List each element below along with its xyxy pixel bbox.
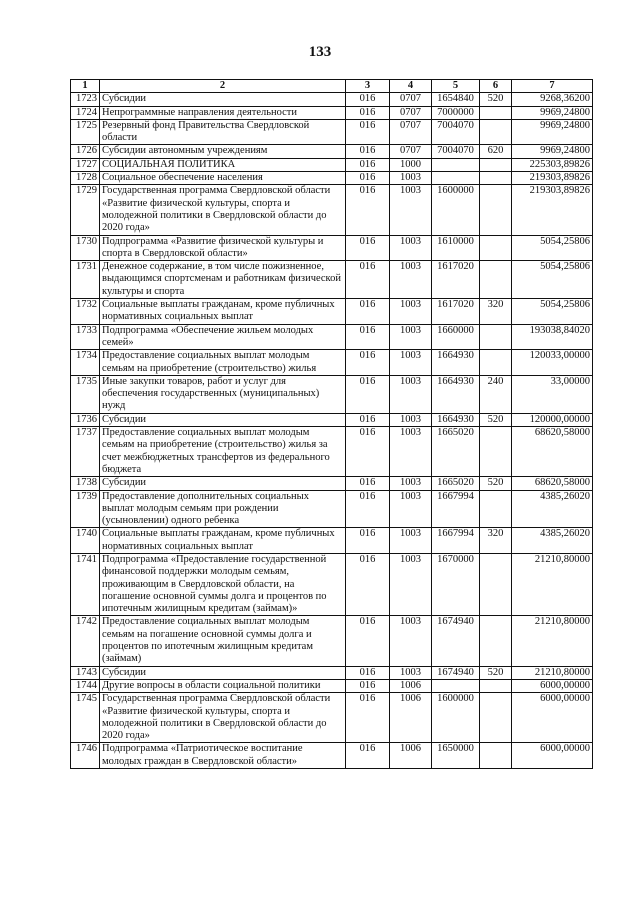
code-ministry: 016 — [346, 553, 390, 615]
code-expense-type — [480, 679, 512, 692]
code-section: 1006 — [390, 693, 432, 743]
table-row — [71, 477, 593, 490]
row-amount: 21210,80000 — [512, 666, 593, 679]
table-row — [71, 743, 593, 769]
code-target: 1610000 — [432, 235, 480, 261]
code-target: 1600000 — [432, 693, 480, 743]
row-amount: 9969,24800 — [512, 145, 593, 158]
code-target: 1674940 — [432, 616, 480, 666]
code-section: 1003 — [390, 324, 432, 350]
row-number: 1738 — [71, 477, 100, 490]
code-ministry: 016 — [346, 427, 390, 477]
row-amount: 5054,25806 — [512, 235, 593, 261]
row-amount: 68620,58000 — [512, 477, 593, 490]
column-header: 7 — [512, 80, 593, 93]
table-row — [71, 427, 593, 477]
code-target: 1664930 — [432, 413, 480, 426]
table-row — [71, 413, 593, 426]
row-amount: 4385,26020 — [512, 528, 593, 554]
row-number: 1741 — [71, 553, 100, 615]
column-header: 4 — [390, 80, 432, 93]
column-header: 2 — [100, 80, 346, 93]
row-amount: 21210,80000 — [512, 553, 593, 615]
code-expense-type: 620 — [480, 145, 512, 158]
row-number: 1727 — [71, 158, 100, 171]
row-amount: 193038,84020 — [512, 324, 593, 350]
row-name: Социальные выплаты гражданам, кроме публичных нормативных социальных выплат — [100, 528, 346, 554]
row-number: 1725 — [71, 119, 100, 145]
code-section: 1006 — [390, 679, 432, 692]
code-section: 1003 — [390, 375, 432, 413]
code-target: 1660000 — [432, 324, 480, 350]
code-expense-type — [480, 324, 512, 350]
row-name: Субсидии автономным учреждениям — [100, 145, 346, 158]
code-ministry: 016 — [346, 119, 390, 145]
row-number: 1732 — [71, 299, 100, 325]
code-ministry: 016 — [346, 185, 390, 235]
code-section: 1006 — [390, 743, 432, 769]
row-number: 1743 — [71, 666, 100, 679]
row-amount: 5054,25806 — [512, 299, 593, 325]
code-expense-type — [480, 427, 512, 477]
code-section: 1003 — [390, 235, 432, 261]
code-target: 7004070 — [432, 119, 480, 145]
table-row — [71, 490, 593, 528]
code-ministry: 016 — [346, 299, 390, 325]
row-name: Государственная программа Свердловской области «Развитие физической культуры, спорта и молодежной политики в Свердловской области до 2020 года» — [100, 185, 346, 235]
code-ministry: 016 — [346, 235, 390, 261]
code-target: 1667994 — [432, 528, 480, 554]
code-ministry: 016 — [346, 528, 390, 554]
code-expense-type: 240 — [480, 375, 512, 413]
column-header: 6 — [480, 80, 512, 93]
row-name: Подпрограмма «Предоставление государственной финансовой поддержки молодым семьям, проживающим в Свердловской области, на погашение основной суммы долга и процентов по ипотечным жилищным кредитам (займам)» — [100, 553, 346, 615]
row-amount: 6000,00000 — [512, 693, 593, 743]
row-number: 1745 — [71, 693, 100, 743]
row-number: 1731 — [71, 261, 100, 299]
code-ministry: 016 — [346, 477, 390, 490]
row-amount: 6000,00000 — [512, 679, 593, 692]
table-row — [71, 616, 593, 666]
code-target: 1617020 — [432, 261, 480, 299]
code-target: 1617020 — [432, 299, 480, 325]
row-amount: 4385,26020 — [512, 490, 593, 528]
code-target: 7000000 — [432, 106, 480, 119]
code-ministry: 016 — [346, 413, 390, 426]
code-ministry: 016 — [346, 172, 390, 185]
row-number: 1742 — [71, 616, 100, 666]
row-name: Подпрограмма «Обеспечение жильем молодых семей» — [100, 324, 346, 350]
code-target: 1664930 — [432, 375, 480, 413]
code-ministry: 016 — [346, 158, 390, 171]
code-section: 1003 — [390, 299, 432, 325]
table-row — [71, 693, 593, 743]
code-section: 1003 — [390, 350, 432, 376]
code-target: 1665020 — [432, 477, 480, 490]
row-name: Субсидии — [100, 666, 346, 679]
code-target: 1650000 — [432, 743, 480, 769]
code-section: 1003 — [390, 427, 432, 477]
row-name: Предоставление социальных выплат молодым семьям на погашение основной суммы долга и процентов по ипотечным жилищным кредитам (займам) — [100, 616, 346, 666]
row-name: Субсидии — [100, 477, 346, 490]
row-name: СОЦИАЛЬНАЯ ПОЛИТИКА — [100, 158, 346, 171]
code-target — [432, 172, 480, 185]
code-expense-type — [480, 172, 512, 185]
table-row — [71, 528, 593, 554]
code-ministry: 016 — [346, 145, 390, 158]
table-row — [71, 350, 593, 376]
code-target: 1667994 — [432, 490, 480, 528]
code-expense-type: 520 — [480, 93, 512, 106]
code-expense-type — [480, 350, 512, 376]
code-section: 0707 — [390, 119, 432, 145]
table-row — [71, 93, 593, 106]
code-expense-type — [480, 693, 512, 743]
row-name: Резервный фонд Правительства Свердловской области — [100, 119, 346, 145]
row-number: 1740 — [71, 528, 100, 554]
table-row — [71, 261, 593, 299]
code-section: 1003 — [390, 172, 432, 185]
code-target — [432, 679, 480, 692]
row-number: 1744 — [71, 679, 100, 692]
row-name: Социальное обеспечение населения — [100, 172, 346, 185]
code-ministry: 016 — [346, 693, 390, 743]
code-ministry: 016 — [346, 106, 390, 119]
table-row — [71, 145, 593, 158]
code-ministry: 016 — [346, 490, 390, 528]
table-row — [71, 299, 593, 325]
row-number: 1746 — [71, 743, 100, 769]
table-row — [71, 235, 593, 261]
row-amount: 219303,89826 — [512, 185, 593, 235]
code-section: 0707 — [390, 145, 432, 158]
code-expense-type — [480, 106, 512, 119]
row-amount: 219303,89826 — [512, 172, 593, 185]
code-expense-type — [480, 158, 512, 171]
code-expense-type: 520 — [480, 477, 512, 490]
column-header: 5 — [432, 80, 480, 93]
row-amount: 9969,24800 — [512, 106, 593, 119]
code-expense-type — [480, 185, 512, 235]
budget-table — [70, 79, 593, 769]
code-expense-type: 320 — [480, 299, 512, 325]
row-amount: 5054,25806 — [512, 261, 593, 299]
code-expense-type — [480, 490, 512, 528]
code-section: 1003 — [390, 666, 432, 679]
code-section: 1003 — [390, 261, 432, 299]
code-expense-type: 520 — [480, 413, 512, 426]
table-row — [71, 185, 593, 235]
row-amount: 6000,00000 — [512, 743, 593, 769]
code-section: 1000 — [390, 158, 432, 171]
code-expense-type — [480, 616, 512, 666]
row-number: 1737 — [71, 427, 100, 477]
row-name: Денежное содержание, в том числе пожизненное, выдающимся спортсменам и работникам физической культуры и спорта — [100, 261, 346, 299]
row-number: 1733 — [71, 324, 100, 350]
table-row — [71, 679, 593, 692]
code-ministry: 016 — [346, 375, 390, 413]
table-row — [71, 172, 593, 185]
row-number: 1736 — [71, 413, 100, 426]
table-row — [71, 106, 593, 119]
row-amount: 68620,58000 — [512, 427, 593, 477]
code-section: 1003 — [390, 528, 432, 554]
row-name: Непрограммные направления деятельности — [100, 106, 346, 119]
code-expense-type — [480, 261, 512, 299]
code-section: 1003 — [390, 413, 432, 426]
row-name: Субсидии — [100, 413, 346, 426]
row-number: 1735 — [71, 375, 100, 413]
row-name: Другие вопросы в области социальной политики — [100, 679, 346, 692]
row-amount: 9268,36200 — [512, 93, 593, 106]
code-ministry: 016 — [346, 350, 390, 376]
row-number: 1739 — [71, 490, 100, 528]
row-amount: 33,00000 — [512, 375, 593, 413]
code-target: 1674940 — [432, 666, 480, 679]
table-row — [71, 324, 593, 350]
code-target: 1670000 — [432, 553, 480, 615]
code-section: 0707 — [390, 106, 432, 119]
table-header-row — [71, 80, 593, 93]
code-target: 1664930 — [432, 350, 480, 376]
code-expense-type — [480, 235, 512, 261]
code-expense-type — [480, 119, 512, 145]
row-name: Иные закупки товаров, работ и услуг для обеспечения государственных (муниципальных) нужд — [100, 375, 346, 413]
code-target: 1654840 — [432, 93, 480, 106]
table-row — [71, 666, 593, 679]
row-name: Социальные выплаты гражданам, кроме публичных нормативных социальных выплат — [100, 299, 346, 325]
code-expense-type — [480, 743, 512, 769]
code-ministry: 016 — [346, 93, 390, 106]
code-section: 1003 — [390, 185, 432, 235]
column-header: 1 — [71, 80, 100, 93]
row-number: 1723 — [71, 93, 100, 106]
row-name: Предоставление дополнительных социальных выплат молодым семьям при рождении (усыновлении) одного ребенка — [100, 490, 346, 528]
row-number: 1728 — [71, 172, 100, 185]
code-section: 0707 — [390, 93, 432, 106]
code-expense-type: 520 — [480, 666, 512, 679]
row-number: 1734 — [71, 350, 100, 376]
code-section: 1003 — [390, 477, 432, 490]
row-amount: 120033,00000 — [512, 350, 593, 376]
row-number: 1724 — [71, 106, 100, 119]
code-ministry: 016 — [346, 743, 390, 769]
table-row — [71, 119, 593, 145]
row-name: Подпрограмма «Развитие физической культуры и спорта в Свердловской области» — [100, 235, 346, 261]
column-header: 3 — [346, 80, 390, 93]
code-section: 1003 — [390, 490, 432, 528]
table-row — [71, 158, 593, 171]
code-ministry: 016 — [346, 261, 390, 299]
code-ministry: 016 — [346, 679, 390, 692]
code-target: 1600000 — [432, 185, 480, 235]
code-target: 1665020 — [432, 427, 480, 477]
row-amount: 9969,24800 — [512, 119, 593, 145]
code-ministry: 016 — [346, 666, 390, 679]
code-target — [432, 158, 480, 171]
row-name: Государственная программа Свердловской области «Развитие физической культуры, спорта и молодежной политики в Свердловской области до 2020 года» — [100, 693, 346, 743]
row-name: Предоставление социальных выплат молодым семьям на приобретение (строительство) жилья — [100, 350, 346, 376]
code-target: 7004070 — [432, 145, 480, 158]
row-number: 1729 — [71, 185, 100, 235]
row-amount: 120000,00000 — [512, 413, 593, 426]
table-row — [71, 553, 593, 615]
row-number: 1726 — [71, 145, 100, 158]
row-name: Предоставление социальных выплат молодым семьям на приобретение (строительство) жилья за счет межбюджетных трансфертов из федерального бюджета — [100, 427, 346, 477]
table-row — [71, 375, 593, 413]
row-number: 1730 — [71, 235, 100, 261]
code-ministry: 016 — [346, 616, 390, 666]
code-section: 1003 — [390, 616, 432, 666]
code-section: 1003 — [390, 553, 432, 615]
code-expense-type — [480, 553, 512, 615]
row-amount: 21210,80000 — [512, 616, 593, 666]
row-name: Субсидии — [100, 93, 346, 106]
row-name: Подпрограмма «Патриотическое воспитание молодых граждан в Свердловской области» — [100, 743, 346, 769]
code-ministry: 016 — [346, 324, 390, 350]
page-number: 133 — [308, 44, 332, 60]
row-amount: 225303,89826 — [512, 158, 593, 171]
code-expense-type: 320 — [480, 528, 512, 554]
